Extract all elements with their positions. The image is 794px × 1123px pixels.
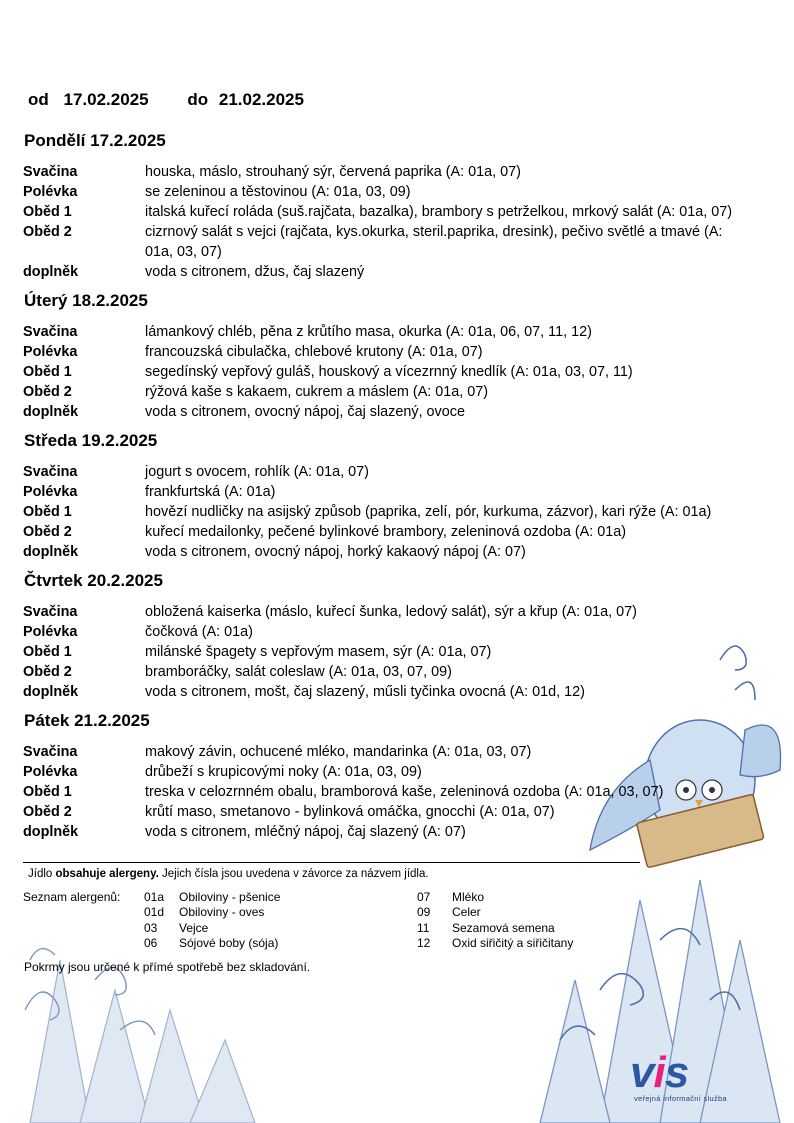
- day-title: Pátek 21.2.2025: [24, 711, 150, 730]
- row-text: italská kuřecí roláda (suš.rajčata, bazalka), brambory s petrželkou, mrkový salát (A: 01a, 07): [145, 204, 733, 220]
- allergen-column-2: [417, 890, 573, 951]
- divider: [23, 862, 640, 863]
- row-text: francouzská cibulačka, chlebové krutony (A: 01a, 07): [145, 344, 483, 360]
- menu-row: [23, 202, 753, 222]
- row-label: Svačina: [23, 604, 78, 620]
- row-text: makový závin, ochucené mléko, mandarinka (A: 01a, 03, 07): [145, 744, 532, 760]
- menu-row: [23, 482, 753, 502]
- row-label: Svačina: [23, 324, 78, 340]
- logo-v: v: [630, 1048, 654, 1097]
- row-label: Oběd 2: [23, 804, 72, 820]
- from-label: od: [28, 90, 49, 109]
- allergen-name: Oxid siřičitý a siřičitany: [452, 935, 574, 950]
- menu-row: [23, 802, 753, 822]
- menu-row: [23, 622, 753, 642]
- row-text: houska, máslo, strouhaný sýr, červená paprika (A: 01a, 07): [145, 164, 521, 180]
- logo-mark: [630, 1048, 688, 1098]
- day-title: Čtvrtek 20.2.2025: [24, 571, 163, 590]
- menu-row: [23, 222, 753, 262]
- allergen-code: 09: [417, 905, 431, 920]
- logo-i: i: [653, 1048, 665, 1097]
- row-text: segedínský vepřový guláš, houskový a vícezrnný knedlík (A: 01a, 03, 07, 11): [145, 364, 633, 380]
- row-label: doplněk: [23, 544, 79, 560]
- note-prefix: Jídlo: [28, 868, 56, 880]
- row-text: cizrnový salát s vejci (rajčata, kys.okurka, steril.paprika, dresink), pečivo světlé a tmavé (A: 01a, 03, 07): [145, 224, 723, 260]
- menu-row: [23, 502, 753, 522]
- to-label: do: [187, 90, 209, 109]
- allergen-code: 11: [417, 920, 430, 935]
- row-text: jogurt s ovocem, rohlík (A: 01a, 07): [145, 464, 369, 480]
- row-text: bramboráčky, salát coleslaw (A: 01a, 03, 07, 09): [145, 664, 452, 680]
- row-label: Oběd 2: [23, 664, 72, 680]
- menu-row: [23, 382, 753, 402]
- row-text: drůbeží s krupicovými noky (A: 01a, 03, 09): [145, 764, 422, 780]
- row-label: Oběd 2: [23, 524, 72, 540]
- allergen-code: 07: [417, 890, 431, 904]
- row-text: kuřecí medailonky, pečené bylinkové brambory, zeleninová ozdoba (A: 01a): [145, 524, 627, 540]
- menu-row: [23, 822, 753, 842]
- row-label: Polévka: [23, 484, 78, 500]
- row-text: voda s citronem, ovocný nápoj, čaj slazený, ovoce: [145, 404, 465, 420]
- menu-row: [23, 542, 753, 562]
- row-label: Polévka: [23, 624, 78, 640]
- allergen-item: [144, 905, 280, 920]
- row-label: Oběd 1: [23, 504, 72, 520]
- allergen-item: [144, 890, 280, 905]
- allergen-name: Sezamová semena: [452, 920, 555, 935]
- row-label: doplněk: [23, 264, 79, 280]
- allergen-item: [144, 921, 280, 936]
- menu-row: [23, 402, 753, 422]
- menu-row: [23, 522, 753, 542]
- allergen-code: 01a: [144, 890, 165, 904]
- row-text: treska v celozrnném obalu, bramborová kaše, zeleninová ozdoba (A: 01a, 03, 07): [145, 784, 664, 800]
- allergen-code: 03: [144, 920, 158, 935]
- to-date: 21.02.2025: [218, 90, 304, 109]
- logo-s: s: [664, 1048, 689, 1097]
- allergen-list-title: Seznam alergenů:: [23, 890, 121, 904]
- allergen-note: [28, 867, 429, 882]
- menu-row: [23, 322, 753, 342]
- row-text: hovězí nudličky na asijský způsob (paprika, zelí, pór, kurkuma, zázvor), kari rýže (A: 01a): [145, 504, 712, 520]
- row-text: lámankový chléb, pěna z krůtího masa, okurka (A: 01a, 06, 07, 11, 12): [145, 324, 592, 340]
- row-text: rýžová kaše s kakaem, cukrem a máslem (A: 01a, 07): [145, 384, 489, 400]
- row-text: se zeleninou a těstovinou (A: 01a, 03, 09): [145, 184, 411, 200]
- allergen-name: Obiloviny - oves: [179, 905, 265, 920]
- menu-row: [23, 182, 753, 202]
- menu-row: [23, 362, 753, 382]
- row-label: Oběd 2: [23, 224, 72, 240]
- allergen-code: 06: [144, 935, 158, 950]
- day-friday: [23, 710, 753, 842]
- allergen-name: Vejce: [179, 920, 209, 935]
- allergen-name: Sójové boby (sója): [179, 935, 279, 950]
- row-text: milánské špagety s vepřovým masem, sýr (A: 01a, 07): [145, 644, 492, 660]
- menu-row: [23, 342, 753, 362]
- row-text: voda s citronem, mléčný nápoj, čaj slazený (A: 07): [145, 824, 466, 840]
- row-label: doplněk: [23, 824, 79, 840]
- row-label: doplněk: [23, 404, 79, 420]
- allergen-item: [417, 936, 573, 951]
- menu-row: [23, 682, 753, 702]
- day-monday: [23, 130, 753, 282]
- allergen-column-1: [144, 890, 280, 951]
- note-bold: obsahuje alergeny.: [55, 868, 159, 880]
- note-suffix: Jejich čísla jsou uvedena v závorce za názvem jídla.: [158, 868, 429, 880]
- menu-row: [23, 602, 753, 622]
- logo-subtitle: veřejná informační služba: [634, 1094, 727, 1103]
- allergen-item: [417, 890, 573, 905]
- menu-row: [23, 742, 753, 762]
- menu-row: [23, 762, 753, 782]
- row-label: Svačina: [23, 464, 78, 480]
- allergen-item: [144, 936, 280, 951]
- menu-row: [23, 162, 753, 182]
- row-text: čočková (A: 01a): [145, 624, 253, 640]
- row-label: Svačina: [23, 744, 78, 760]
- menu-row: [23, 782, 753, 802]
- allergen-item: [417, 921, 573, 936]
- menu-row: [23, 262, 753, 282]
- days-list: [23, 130, 753, 850]
- row-text: voda s citronem, džus, čaj slazený: [145, 264, 365, 280]
- row-label: doplněk: [23, 684, 79, 700]
- row-label: Oběd 1: [23, 364, 72, 380]
- day-title: Úterý 18.2.2025: [24, 291, 148, 310]
- row-label: Oběd 1: [23, 784, 72, 800]
- row-label: Oběd 1: [23, 644, 72, 660]
- day-wednesday: [23, 430, 753, 562]
- row-label: Polévka: [23, 764, 78, 780]
- menu-row: [23, 662, 753, 682]
- date-range: [28, 90, 304, 110]
- storage-footnote: Pokrmy jsou určené k přímé spotřebě bez skladování.: [24, 960, 311, 974]
- day-tuesday: [23, 290, 753, 422]
- row-label: Oběd 2: [23, 384, 72, 400]
- allergen-name: Obiloviny - pšenice: [179, 890, 281, 904]
- row-label: Oběd 1: [23, 204, 72, 220]
- row-text: krůtí maso, smetanovo - bylinková omáčka, gnocchi (A: 01a, 07): [145, 804, 555, 820]
- allergen-code: 01d: [144, 905, 165, 920]
- day-title: Pondělí 17.2.2025: [24, 131, 166, 150]
- allergen-name: Celer: [452, 905, 481, 920]
- row-text: voda s citronem, ovocný nápoj, horký kakaový nápoj (A: 07): [145, 544, 526, 560]
- row-text: obložená kaiserka (máslo, kuřecí šunka, ledový salát), sýr a křup (A: 01a, 07): [145, 604, 637, 620]
- vis-logo: [630, 1048, 740, 1110]
- day-thursday: [23, 570, 753, 702]
- row-text: frankfurtská (A: 01a): [145, 484, 276, 500]
- allergen-item: [417, 905, 573, 920]
- from-date: 17.02.2025: [63, 90, 149, 109]
- menu-row: [23, 642, 753, 662]
- day-title: Středa 19.2.2025: [24, 431, 158, 450]
- menu-row: [23, 462, 753, 482]
- row-label: Svačina: [23, 164, 78, 180]
- row-label: Polévka: [23, 344, 78, 360]
- row-label: Polévka: [23, 184, 78, 200]
- allergen-name: Mléko: [452, 890, 485, 904]
- row-text: voda s citronem, mošt, čaj slazený, műsli tyčinka ovocná (A: 01d, 12): [145, 684, 585, 700]
- allergen-code: 12: [417, 935, 431, 950]
